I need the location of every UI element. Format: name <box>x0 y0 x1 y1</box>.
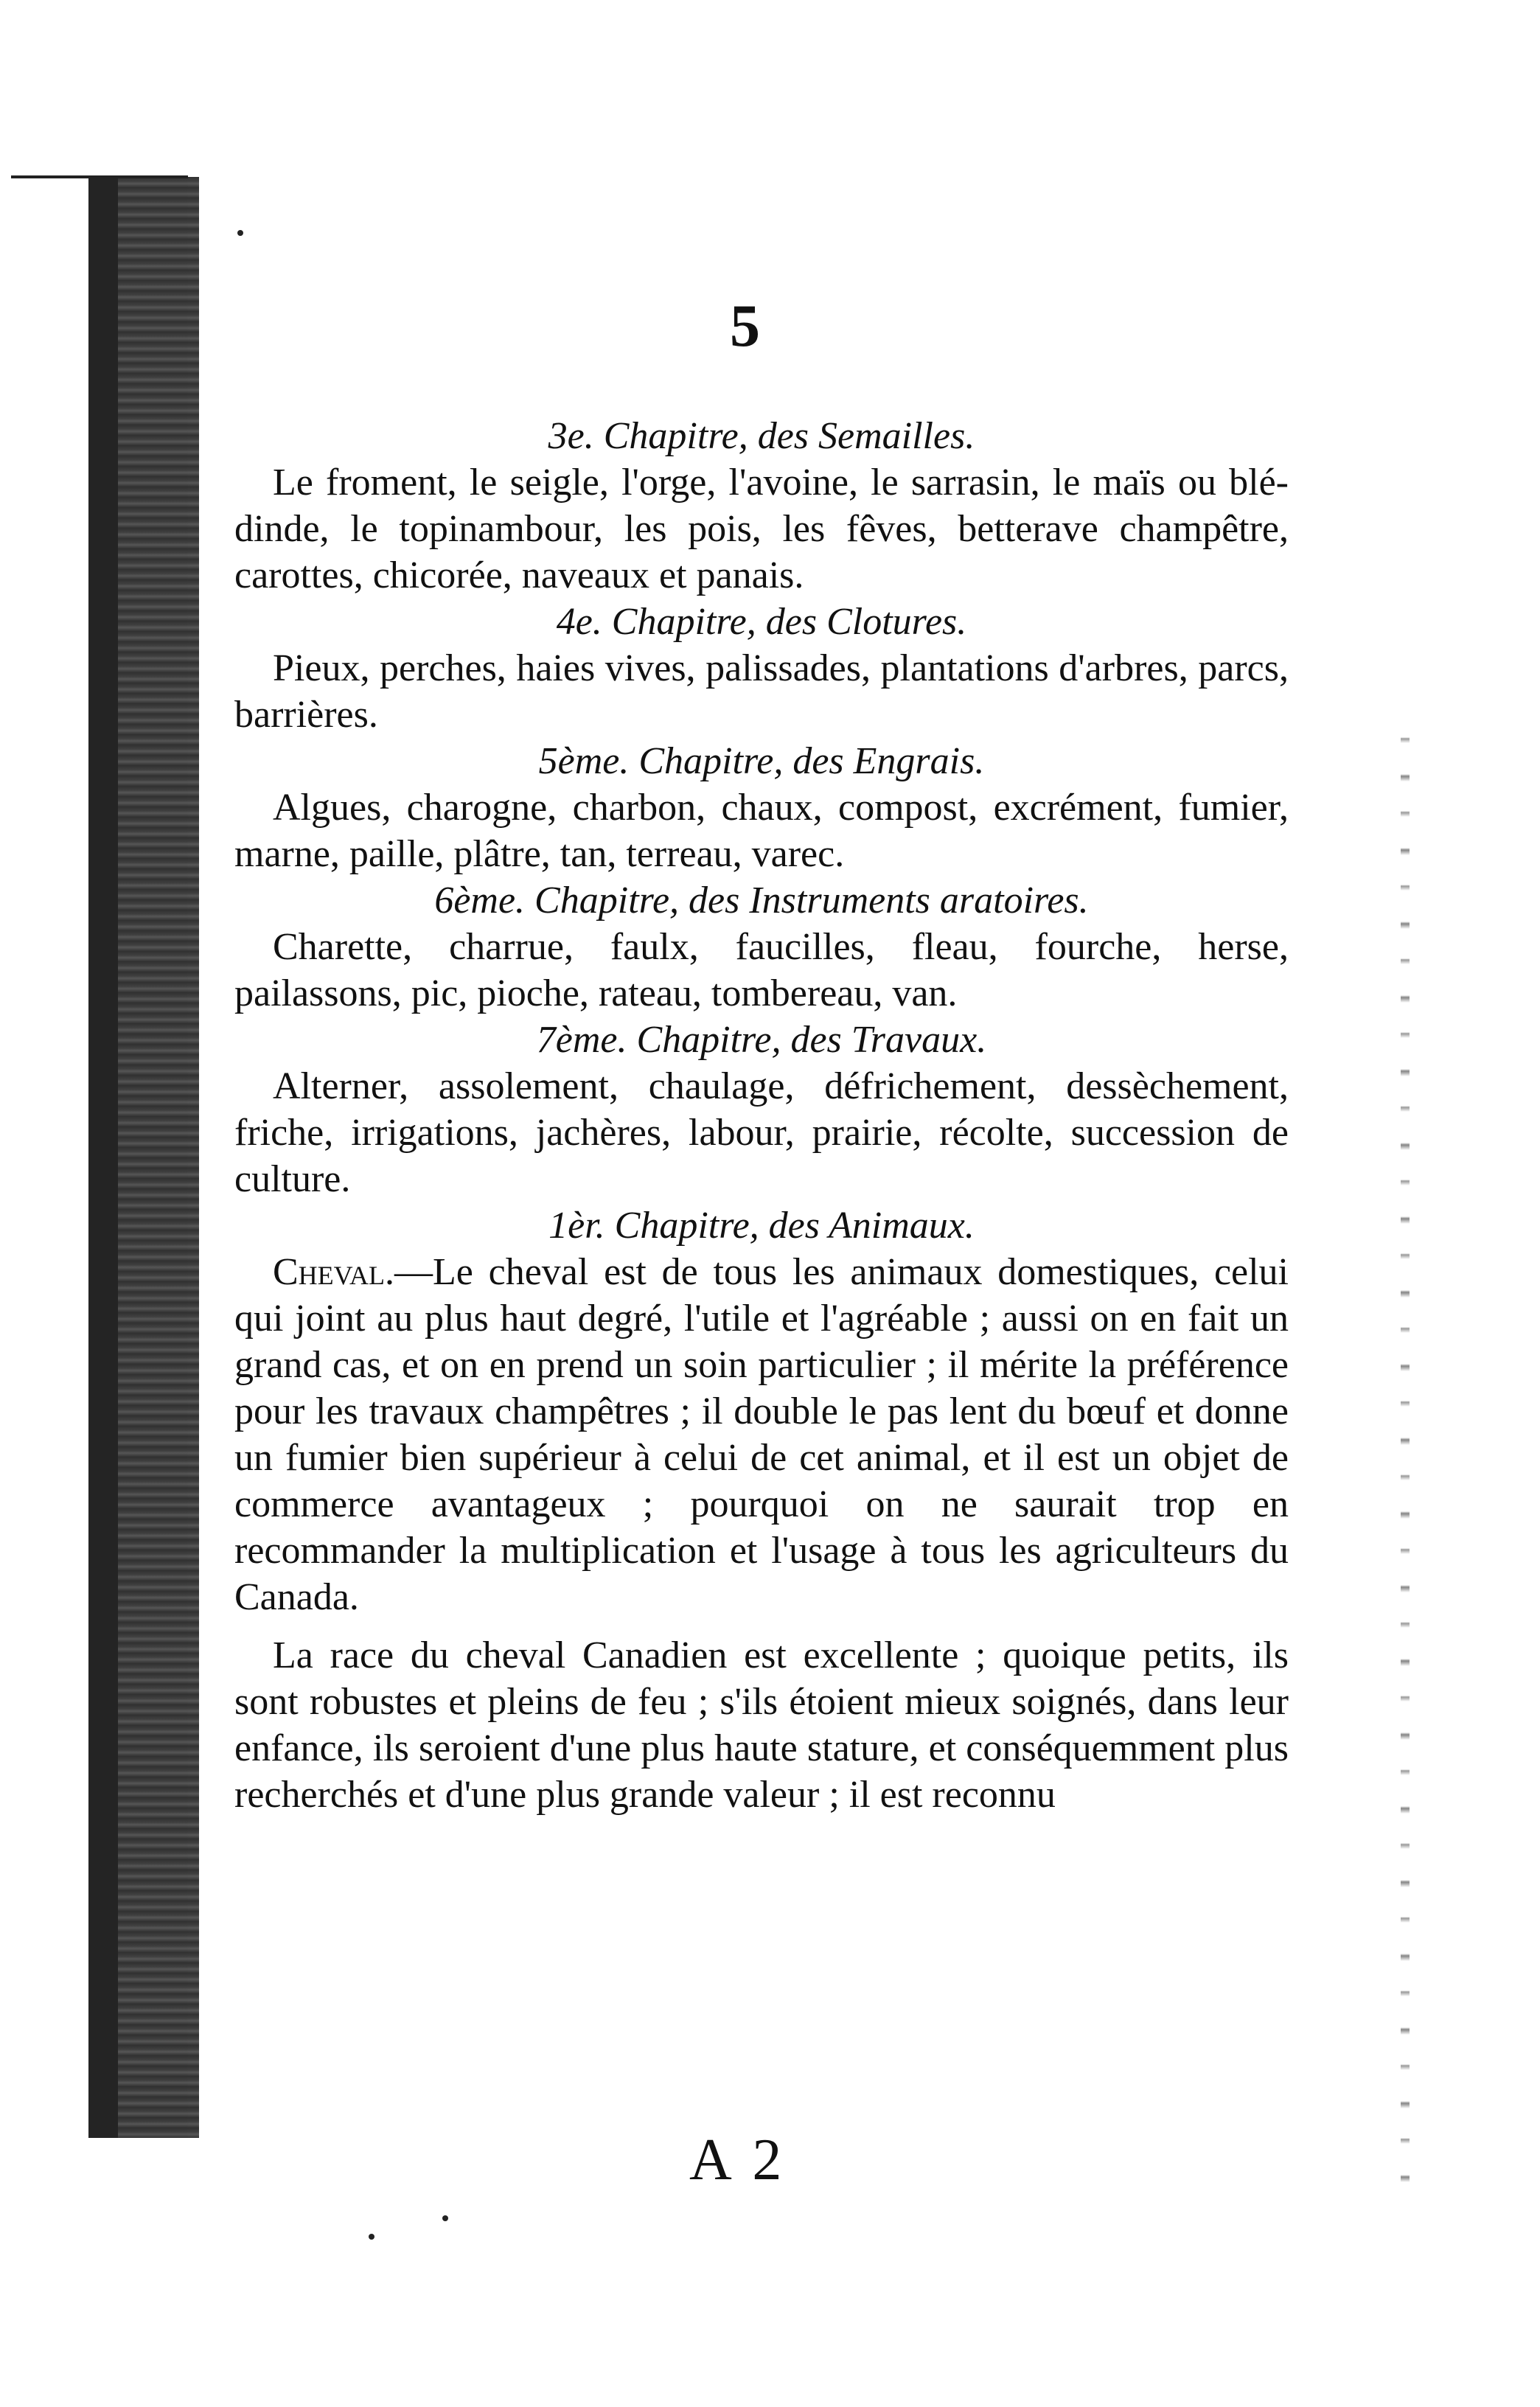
page-text <box>234 413 1289 1818</box>
chapter-heading: 5ème. Chapitre, des Engrais. <box>538 740 985 782</box>
paragraph: La race du cheval Canadien est excellente ; quoique petits, ils sont robustes et pleins de feu ; s'ils étoient mieux soignés, dans leur enfance, ils seroient d'une plus haute stature, et conséquemment plus recherchés et d'une plus grande valeur ; il est reconnu <box>234 1634 1289 1816</box>
entry-cheval <box>234 1249 1289 1620</box>
chapter-body: Algues, charogne, charbon, chaux, compost, excrément, fumier, marne, paille, plâtre, tan, terreau, varec. <box>234 787 1289 875</box>
entry-text: —Le cheval est de tous les animaux domestiques, celui qui joint au plus haut degré, l'utile et l'agréable ; aussi on en fait un grand cas, et on en prend un soin particulier ; il mérite la préférence pour les travaux champêtres ; il double le pas lent du bœuf et donne un fumier bien supérieur à celui de cet animal, et il est un objet de commerce avantageux ; pourquoi on ne saurait trop en recommander la multiplication et l'usage à tous les agriculteurs du Canada. <box>234 1251 1289 1618</box>
book-binding-edge <box>88 177 199 2138</box>
signature-mark: A 2 <box>689 2128 787 2192</box>
entry-lead-word: Cheval. <box>273 1251 395 1293</box>
ink-speck <box>369 2234 374 2240</box>
chapter-body: Pieux, perches, haies vives, palissades, plantations d'arbres, parcs, barrières. <box>234 647 1289 736</box>
scan-edge-noise <box>1401 708 1410 2182</box>
page-number: 5 <box>730 292 760 359</box>
ink-speck <box>442 2215 448 2221</box>
chapter-body: Alterner, assolement, chaulage, défrichement, dessèchement, friche, irrigations, jachères, labour, prairie, récolte, succession de culture. <box>234 1065 1289 1200</box>
chapter-body: Charette, charrue, faulx, faucilles, fleau, fourche, herse, pailassons, pic, pioche, rateau, tombereau, van. <box>234 926 1289 1014</box>
ink-speck <box>237 230 243 236</box>
chapter-heading: 3e. Chapitre, des Semailles. <box>548 415 975 457</box>
chapter-heading: 6ème. Chapitre, des Instruments aratoires. <box>434 879 1089 922</box>
chapter-heading: 4e. Chapitre, des Clotures. <box>556 601 967 643</box>
page-top-rule <box>11 175 188 178</box>
chapter-heading: 1èr. Chapitre, des Animaux. <box>548 1205 975 1247</box>
chapter-body: Le froment, le seigle, l'orge, l'avoine, le sarrasin, le maïs ou blé-dinde, le topinambour, les pois, les fêves, betterave champêtre, carottes, chicorée, naveaux et panais. <box>234 461 1289 596</box>
chapter-heading: 7ème. Chapitre, des Travaux. <box>536 1019 987 1061</box>
